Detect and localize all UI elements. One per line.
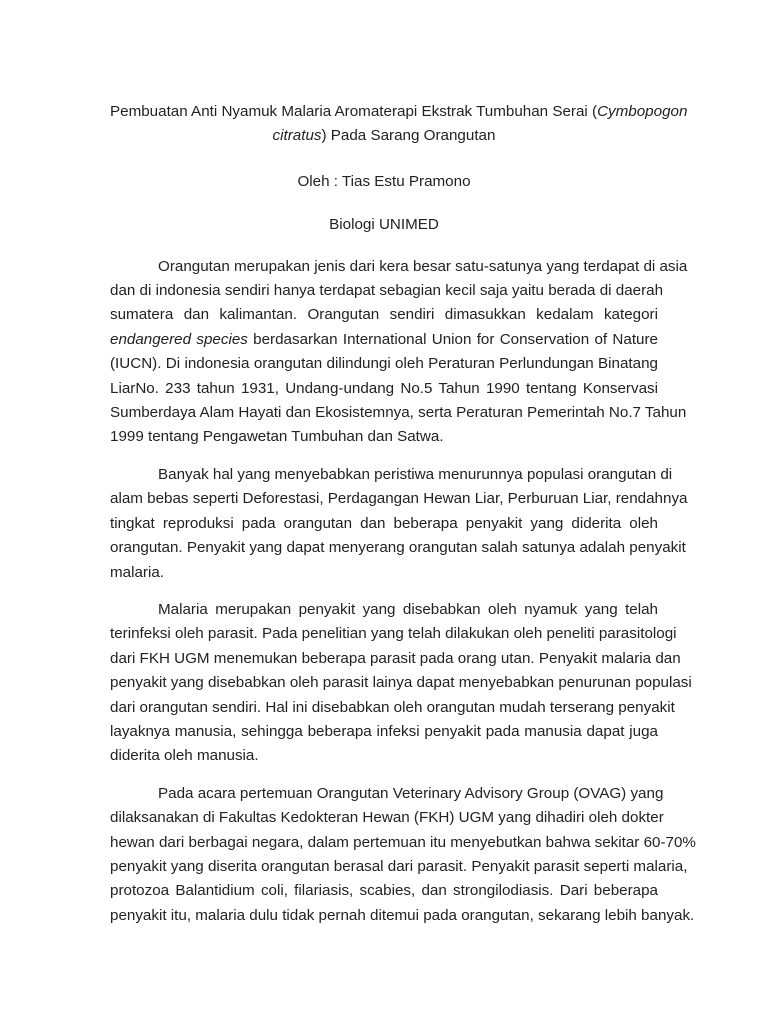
term-endangered-species: endangered species	[110, 330, 248, 348]
paragraph-line: Sumberdaya Alam Hayati dan Ekosistemnya, serta Peraturan Pemerintah No.7 Tahun	[110, 404, 687, 422]
paragraph-line: penyakit itu, malaria dulu tidak pernah ditemui pada orangutan, sekarang lebih banyak.	[110, 906, 695, 924]
paragraph-line: Banyak hal yang menyebabkan peristiwa menurunnya populasi orangutan di	[158, 465, 673, 483]
title-species-epithet: citratus	[272, 127, 322, 145]
paragraph-line: LiarNo. 233 tahun 1931, Undang-undang No.5 Tahun 1990 tentang Konservasi	[110, 379, 658, 397]
paragraph-line: terinfeksi oleh parasit. Pada penelitian yang telah dilakukan oleh peneliti parasitologi	[110, 625, 677, 643]
paragraph-line: 1999 tentang Pengawetan Tumbuhan dan Satwa.	[110, 428, 444, 446]
paragraph-line: dan di indonesia sendiri hanya terdapat sebagian kecil saja yaitu berada di daerah	[110, 282, 664, 300]
paragraph-line: tingkat reproduksi pada orangutan dan beberapa penyakit yang diderita oleh	[110, 514, 658, 532]
paragraph-line: Orangutan merupakan jenis dari kera besar satu-satunya yang terdapat di asia	[158, 257, 688, 275]
paragraph-line: penyakit yang disebabkan oleh parasit lainya dapat menyebabkan penurunan populasi	[110, 674, 692, 692]
paragraph-line: hewan dari berbagai negara, dalam pertemuan itu menyebutkan bahwa sekitar 60-70%	[110, 833, 696, 851]
document-title	[110, 100, 688, 124]
document-title-line2	[110, 124, 658, 148]
paragraph-line: penyakit yang diserita orangutan berasal dari parasit. Penyakit parasit seperti malaria,	[110, 857, 688, 875]
paragraph-line: malaria.	[110, 563, 165, 581]
paragraph-line: Malaria merupakan penyakit yang disebabkan oleh nyamuk yang telah	[158, 600, 658, 618]
paragraph-line: alam bebas seperti Deforestasi, Perdagangan Hewan Liar, Perburuan Liar, rendahnya	[110, 490, 688, 508]
paragraph-line: dari FKH UGM menemukan beberapa parasit pada orang utan. Penyakit malaria dan	[110, 649, 681, 667]
paragraph-3	[110, 598, 692, 769]
paragraph-4	[110, 782, 696, 928]
paragraph-line: protozoa Balantidium coli, filariasis, scabies, dan strongilodiasis. Dari beberapa	[110, 882, 658, 900]
paragraph-line: dilaksanakan di Fakultas Kedokteran Hewan (FKH) UGM yang dihadiri oleh dokter	[110, 809, 664, 827]
paragraph-1	[110, 255, 688, 450]
paragraph-line: dari orangutan sendiri. Hal ini disebabkan oleh orangutan mudah terserang penyakit	[110, 698, 675, 716]
document-body	[110, 100, 696, 928]
paragraph-line: (IUCN). Di indonesia orangutan dilindungi oleh Peraturan Perlundungan Binatang	[110, 355, 658, 373]
title-species-genus: Cymbopogon	[597, 103, 688, 120]
paragraph-line: diderita oleh manusia.	[110, 747, 259, 765]
paragraph-line: layaknya manusia, sehingga beberapa infeksi penyakit pada manusia dapat juga	[110, 722, 658, 740]
affiliation-line: Biologi UNIMED	[329, 216, 439, 234]
paragraph-2	[110, 463, 688, 585]
paragraph-line: Pada acara pertemuan Orangutan Veterinary Advisory Group (OVAG) yang	[158, 784, 664, 802]
paragraph-line: orangutan. Penyakit yang dapat menyerang orangutan salah satunya adalah penyakit	[110, 539, 686, 557]
author-line: Oleh : Tias Estu Pramono	[297, 172, 471, 190]
paragraph-line-rest: berdasarkan International Union for Conservation of Nature	[247, 330, 658, 348]
title-prefix: Pembuatan Anti Nyamuk Malaria Aromaterapi Ekstrak Tumbuhan Serai (	[110, 103, 598, 120]
paragraph-line	[110, 328, 658, 352]
title-suffix: ) Pada Sarang Orangutan	[321, 127, 496, 145]
paragraph-line: sumatera dan kalimantan. Orangutan sendiri dimasukkan kedalam kategori	[110, 306, 658, 324]
